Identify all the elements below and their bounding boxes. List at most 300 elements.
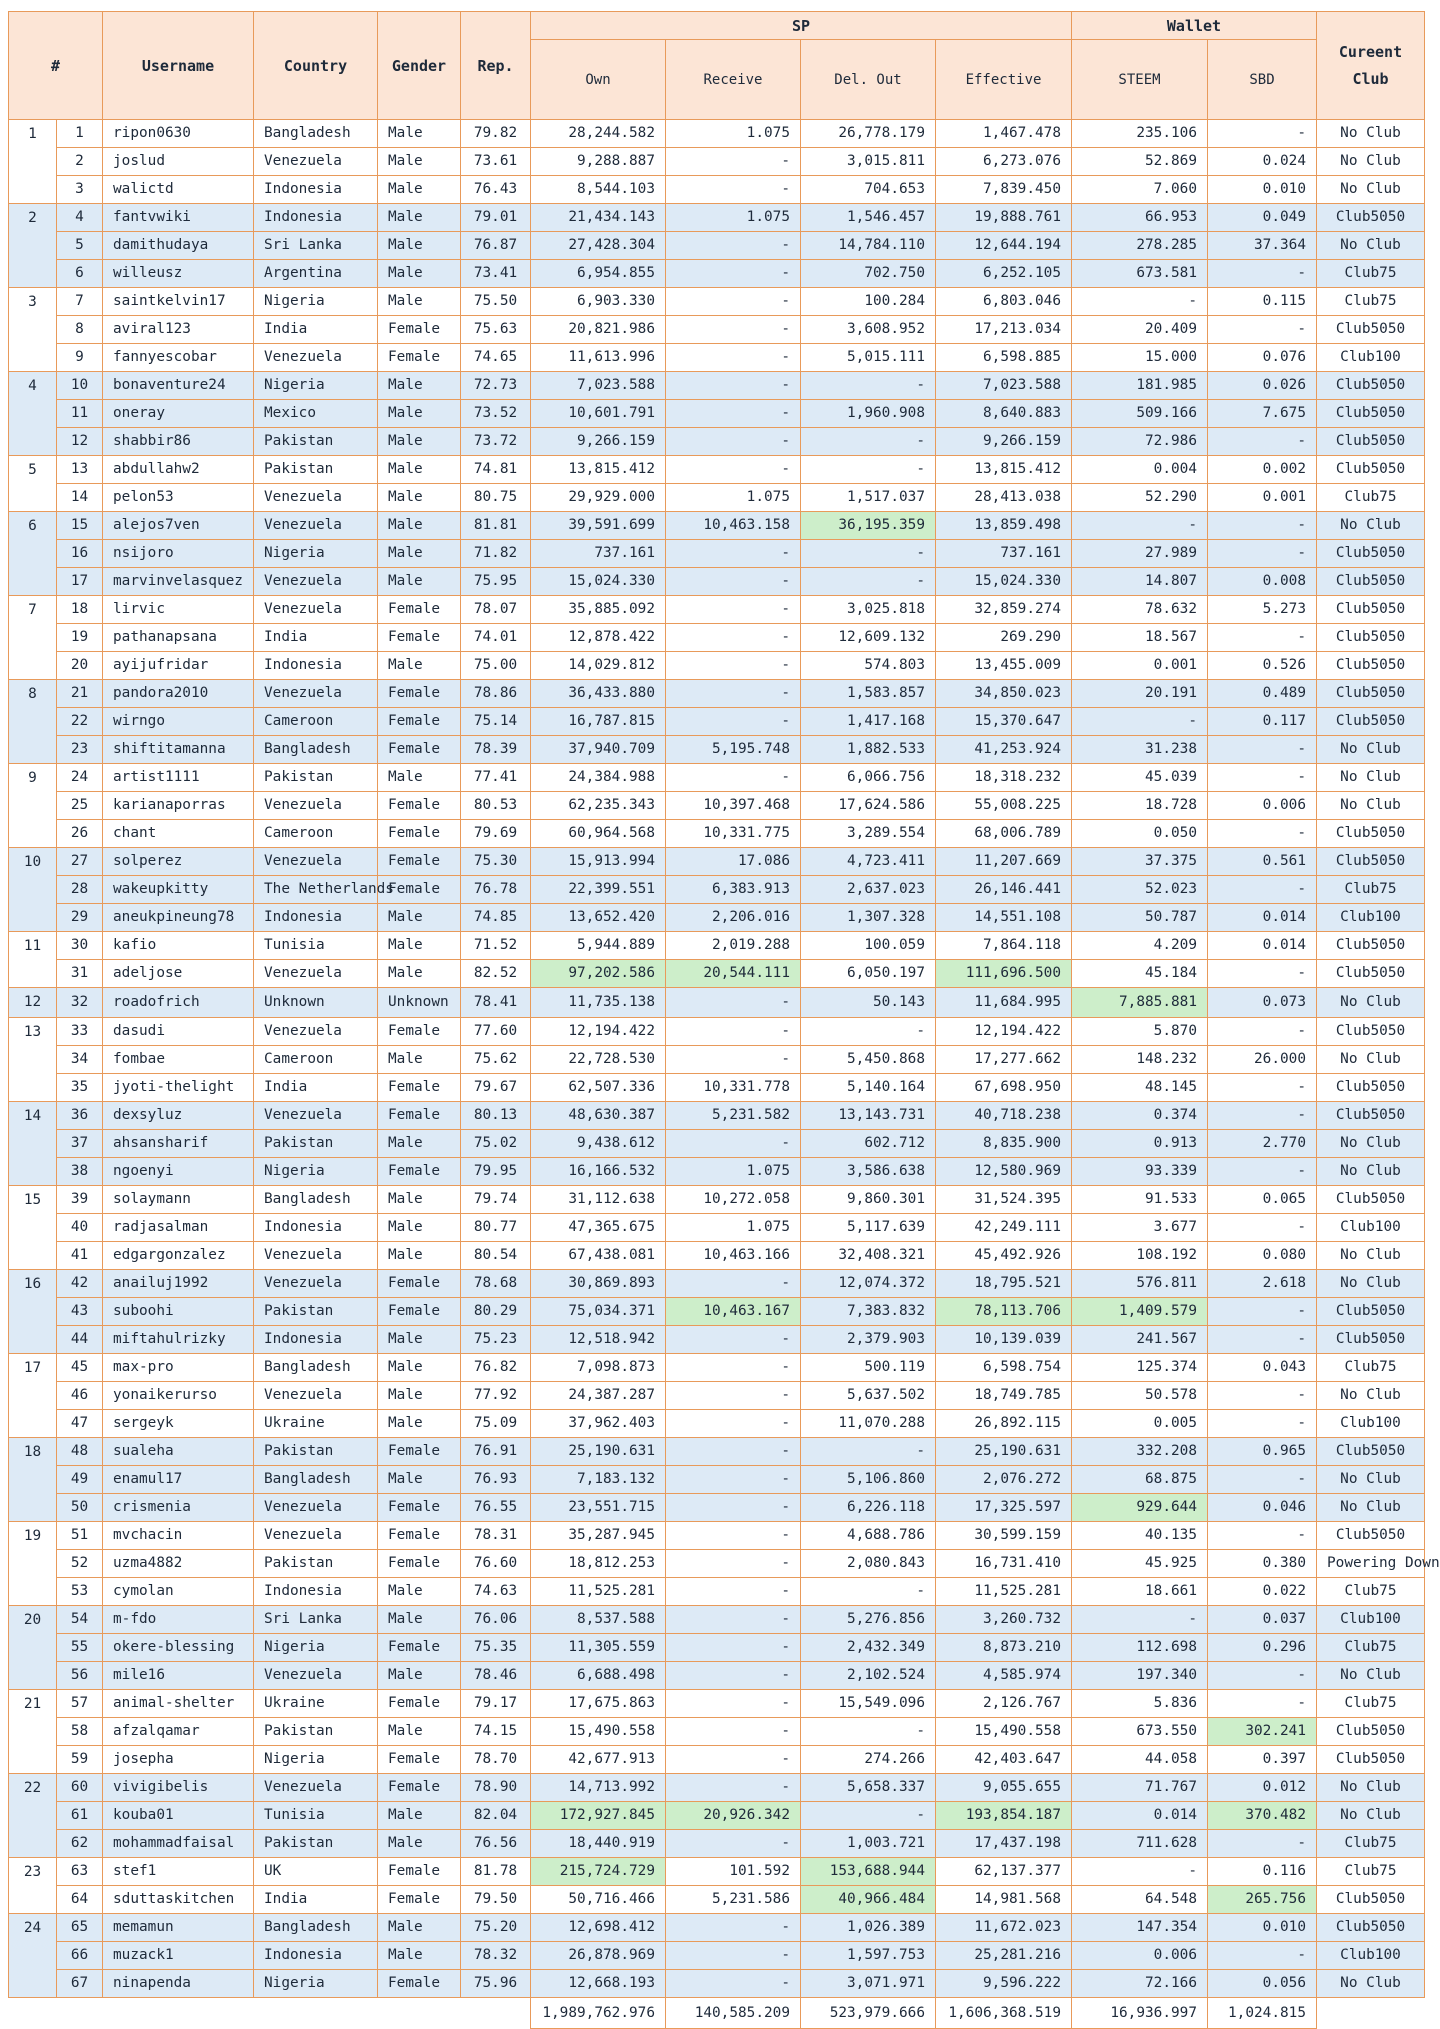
- country: Pakistan: [254, 1550, 378, 1578]
- wallet-sbd: 0.380: [1208, 1550, 1317, 1578]
- sp-own: 35,885.092: [531, 596, 666, 624]
- sp-del-out: 5,450.868: [801, 1046, 936, 1074]
- current-club: Club5050: [1317, 1102, 1425, 1130]
- table-row: [9, 1158, 1425, 1186]
- sp-receive: -: [666, 624, 801, 652]
- sp-own: 16,787.815: [531, 708, 666, 736]
- sp-own: 737.161: [531, 540, 666, 568]
- sp-receive: -: [666, 1438, 801, 1466]
- username: adeljose: [103, 960, 254, 988]
- group-number: 8: [9, 680, 57, 764]
- header-rank: #: [9, 12, 103, 120]
- sp-effective: 17,213.034: [936, 316, 1072, 344]
- row-number: 65: [57, 1914, 103, 1942]
- header-steem: STEEM: [1072, 40, 1208, 120]
- gender: Female: [378, 1774, 461, 1802]
- row-number: 5: [57, 232, 103, 260]
- sp-del-out: 5,106.860: [801, 1466, 936, 1494]
- reputation: 79.82: [461, 120, 531, 148]
- sp-receive: -: [666, 344, 801, 372]
- sp-receive: -: [666, 288, 801, 316]
- total-sbd: 1,024.815: [1208, 1998, 1317, 2029]
- username: pelon53: [103, 484, 254, 512]
- sp-del-out: 6,050.197: [801, 960, 936, 988]
- row-number: 12: [57, 428, 103, 456]
- sp-del-out: 100.059: [801, 932, 936, 960]
- sp-del-out: 13,143.731: [801, 1102, 936, 1130]
- group-number: 7: [9, 596, 57, 680]
- sp-own: 27,428.304: [531, 232, 666, 260]
- row-number: 52: [57, 1550, 103, 1578]
- country: Nigeria: [254, 372, 378, 400]
- group-number: 20: [9, 1606, 57, 1690]
- row-number: 50: [57, 1494, 103, 1522]
- wallet-sbd: 370.482: [1208, 1802, 1317, 1830]
- current-club: Club5050: [1317, 1438, 1425, 1466]
- reputation: 78.31: [461, 1522, 531, 1550]
- row-number: 34: [57, 1046, 103, 1074]
- sp-del-out: 9,860.301: [801, 1186, 936, 1214]
- reputation: 74.85: [461, 904, 531, 932]
- wallet-sbd: -: [1208, 120, 1317, 148]
- sp-own: 12,878.422: [531, 624, 666, 652]
- current-club: No Club: [1317, 1046, 1425, 1074]
- current-club: No Club: [1317, 1970, 1425, 1998]
- current-club: Club5050: [1317, 400, 1425, 428]
- sp-receive: -: [666, 1354, 801, 1382]
- wallet-sbd: 0.080: [1208, 1242, 1317, 1270]
- sp-own: 11,735.138: [531, 988, 666, 1018]
- country: Unknown: [254, 988, 378, 1018]
- table-row: [9, 904, 1425, 932]
- reputation: 79.74: [461, 1186, 531, 1214]
- sp-effective: 26,892.115: [936, 1410, 1072, 1438]
- totals-spacer-end: [1317, 1998, 1425, 2029]
- sp-own: 8,537.588: [531, 1606, 666, 1634]
- current-club: Club5050: [1317, 540, 1425, 568]
- current-club: Club5050: [1317, 624, 1425, 652]
- current-club: Club5050: [1317, 820, 1425, 848]
- row-number: 24: [57, 764, 103, 792]
- country: The Netherlands: [254, 876, 378, 904]
- wallet-sbd: 0.022: [1208, 1578, 1317, 1606]
- gender: Male: [378, 484, 461, 512]
- sp-del-out: 574.803: [801, 652, 936, 680]
- current-club: Club100: [1317, 1606, 1425, 1634]
- gender: Female: [378, 316, 461, 344]
- table-row: [9, 1970, 1425, 1998]
- sp-receive: -: [666, 988, 801, 1018]
- current-club: Club100: [1317, 1942, 1425, 1970]
- country: Indonesia: [254, 1214, 378, 1242]
- country: Venezuela: [254, 1382, 378, 1410]
- username: dasudi: [103, 1018, 254, 1046]
- country: India: [254, 1886, 378, 1914]
- country: Indonesia: [254, 904, 378, 932]
- sp-own: 20,821.986: [531, 316, 666, 344]
- reputation: 78.68: [461, 1270, 531, 1298]
- row-number: 11: [57, 400, 103, 428]
- username: sduttaskitchen: [103, 1886, 254, 1914]
- group-number: 9: [9, 764, 57, 848]
- row-number: 32: [57, 988, 103, 1018]
- sp-del-out: -: [801, 428, 936, 456]
- current-club: No Club: [1317, 148, 1425, 176]
- sp-del-out: 3,289.554: [801, 820, 936, 848]
- sp-del-out: 6,066.756: [801, 764, 936, 792]
- reputation: 75.63: [461, 316, 531, 344]
- reputation: 71.82: [461, 540, 531, 568]
- sp-effective: 14,551.108: [936, 904, 1072, 932]
- wallet-steem: 5.870: [1072, 1018, 1208, 1046]
- sp-del-out: 5,637.502: [801, 1382, 936, 1410]
- gender: Male: [378, 1914, 461, 1942]
- group-number: 21: [9, 1690, 57, 1774]
- country: Bangladesh: [254, 1186, 378, 1214]
- group-number: 14: [9, 1102, 57, 1186]
- table-row: [9, 708, 1425, 736]
- gender: Male: [378, 372, 461, 400]
- sp-effective: 9,055.655: [936, 1774, 1072, 1802]
- sp-del-out: 1,003.721: [801, 1830, 936, 1858]
- sp-effective: 11,684.995: [936, 988, 1072, 1018]
- table-row: [9, 1634, 1425, 1662]
- wallet-steem: 18.728: [1072, 792, 1208, 820]
- sp-receive: -: [666, 1830, 801, 1858]
- current-club: Club5050: [1317, 1746, 1425, 1774]
- reputation: 74.63: [461, 1578, 531, 1606]
- gender: Female: [378, 1158, 461, 1186]
- wallet-steem: 14.807: [1072, 568, 1208, 596]
- gender: Male: [378, 120, 461, 148]
- gender: Male: [378, 1130, 461, 1158]
- gender: Female: [378, 1690, 461, 1718]
- reputation: 79.17: [461, 1690, 531, 1718]
- reputation: 76.56: [461, 1830, 531, 1858]
- sp-own: 8,544.103: [531, 176, 666, 204]
- gender: Female: [378, 1746, 461, 1774]
- sp-own: 48,630.387: [531, 1102, 666, 1130]
- group-number: 22: [9, 1774, 57, 1858]
- country: Ukraine: [254, 1690, 378, 1718]
- sp-effective: 19,888.761: [936, 204, 1072, 232]
- sp-del-out: 40,966.484: [801, 1886, 936, 1914]
- gender: Female: [378, 1858, 461, 1886]
- row-number: 13: [57, 456, 103, 484]
- sp-del-out: 100.284: [801, 288, 936, 316]
- wallet-sbd: 302.241: [1208, 1718, 1317, 1746]
- username: jyoti-thelight: [103, 1074, 254, 1102]
- wallet-sbd: 0.002: [1208, 456, 1317, 484]
- username: ninapenda: [103, 1970, 254, 1998]
- sp-receive: -: [666, 568, 801, 596]
- gender: Male: [378, 512, 461, 540]
- wallet-sbd: -: [1208, 876, 1317, 904]
- username: kouba01: [103, 1802, 254, 1830]
- row-number: 2: [57, 148, 103, 176]
- sp-own: 62,507.336: [531, 1074, 666, 1102]
- wallet-sbd: 0.965: [1208, 1438, 1317, 1466]
- table-row: [9, 1914, 1425, 1942]
- table-row: [9, 792, 1425, 820]
- username: saintkelvin17: [103, 288, 254, 316]
- current-club: Club75: [1317, 1858, 1425, 1886]
- row-number: 20: [57, 652, 103, 680]
- sp-own: 26,878.969: [531, 1942, 666, 1970]
- wallet-steem: 91.533: [1072, 1186, 1208, 1214]
- username: afzalqamar: [103, 1718, 254, 1746]
- sp-del-out: 1,517.037: [801, 484, 936, 512]
- gender: Unknown: [378, 988, 461, 1018]
- country: Tunisia: [254, 1802, 378, 1830]
- wallet-steem: 147.354: [1072, 1914, 1208, 1942]
- sp-del-out: 1,960.908: [801, 400, 936, 428]
- wallet-sbd: 0.014: [1208, 904, 1317, 932]
- current-club: Club75: [1317, 288, 1425, 316]
- wallet-steem: 18.567: [1072, 624, 1208, 652]
- username: damithudaya: [103, 232, 254, 260]
- wallet-steem: 0.374: [1072, 1102, 1208, 1130]
- country: Bangladesh: [254, 1354, 378, 1382]
- sp-own: 172,927.845: [531, 1802, 666, 1830]
- sp-own: 39,591.699: [531, 512, 666, 540]
- wallet-steem: 48.145: [1072, 1074, 1208, 1102]
- row-number: 57: [57, 1690, 103, 1718]
- wallet-steem: 52.290: [1072, 484, 1208, 512]
- username: aneukpineung78: [103, 904, 254, 932]
- reputation: 79.50: [461, 1886, 531, 1914]
- sp-del-out: 36,195.359: [801, 512, 936, 540]
- wallet-sbd: -: [1208, 1298, 1317, 1326]
- sp-del-out: 17,624.586: [801, 792, 936, 820]
- gender: Male: [378, 540, 461, 568]
- username: miftahulrizky: [103, 1326, 254, 1354]
- country: Venezuela: [254, 568, 378, 596]
- username: uzma4882: [103, 1550, 254, 1578]
- table-row: [9, 148, 1425, 176]
- sp-own: 11,305.559: [531, 1634, 666, 1662]
- country: Cameroon: [254, 1046, 378, 1074]
- row-number: 55: [57, 1634, 103, 1662]
- sp-own: 75,034.371: [531, 1298, 666, 1326]
- gender: Male: [378, 1466, 461, 1494]
- row-number: 44: [57, 1326, 103, 1354]
- group-number: 6: [9, 512, 57, 596]
- sp-own: 30,869.893: [531, 1270, 666, 1298]
- sp-own: 36,433.880: [531, 680, 666, 708]
- group-number: 24: [9, 1914, 57, 1998]
- gender: Male: [378, 1242, 461, 1270]
- gender: Female: [378, 820, 461, 848]
- wallet-sbd: -: [1208, 316, 1317, 344]
- reputation: 75.20: [461, 1914, 531, 1942]
- sp-receive: 1.075: [666, 1158, 801, 1186]
- header-gender: Gender: [378, 12, 461, 120]
- reputation: 73.52: [461, 400, 531, 428]
- username: cymolan: [103, 1578, 254, 1606]
- current-club: No Club: [1317, 120, 1425, 148]
- reputation: 78.07: [461, 596, 531, 624]
- current-club: Club75: [1317, 1690, 1425, 1718]
- group-number: 4: [9, 372, 57, 456]
- sp-del-out: 1,417.168: [801, 708, 936, 736]
- sp-receive: -: [666, 1774, 801, 1802]
- row-number: 7: [57, 288, 103, 316]
- gender: Female: [378, 792, 461, 820]
- table-row: [9, 1942, 1425, 1970]
- current-club: No Club: [1317, 1802, 1425, 1830]
- sp-effective: 31,524.395: [936, 1186, 1072, 1214]
- sp-own: 12,698.412: [531, 1914, 666, 1942]
- row-number: 48: [57, 1438, 103, 1466]
- country: Cameroon: [254, 708, 378, 736]
- row-number: 66: [57, 1942, 103, 1970]
- wallet-steem: 241.567: [1072, 1326, 1208, 1354]
- sp-effective: 25,190.631: [936, 1438, 1072, 1466]
- sp-receive: -: [666, 1326, 801, 1354]
- wallet-steem: 45.184: [1072, 960, 1208, 988]
- row-number: 14: [57, 484, 103, 512]
- sp-receive: -: [666, 1046, 801, 1074]
- country: India: [254, 624, 378, 652]
- current-club: Club5050: [1317, 428, 1425, 456]
- sp-own: 62,235.343: [531, 792, 666, 820]
- header-del-out: Del. Out: [801, 40, 936, 120]
- wallet-sbd: 0.489: [1208, 680, 1317, 708]
- sp-own: 9,288.887: [531, 148, 666, 176]
- username: roadofrich: [103, 988, 254, 1018]
- current-club: Club75: [1317, 1830, 1425, 1858]
- sp-own: 6,903.330: [531, 288, 666, 316]
- current-club: Club5050: [1317, 652, 1425, 680]
- table-row: [9, 484, 1425, 512]
- wallet-sbd: -: [1208, 1662, 1317, 1690]
- wallet-steem: 15.000: [1072, 344, 1208, 372]
- current-club: No Club: [1317, 1130, 1425, 1158]
- username: fombae: [103, 1046, 254, 1074]
- current-club: Club5050: [1317, 1326, 1425, 1354]
- row-number: 16: [57, 540, 103, 568]
- sp-receive: -: [666, 1494, 801, 1522]
- sp-effective: 8,640.883: [936, 400, 1072, 428]
- wallet-steem: 1,409.579: [1072, 1298, 1208, 1326]
- sp-effective: 34,850.023: [936, 680, 1072, 708]
- sp-effective: 2,076.272: [936, 1466, 1072, 1494]
- wallet-sbd: -: [1208, 1410, 1317, 1438]
- gender: Female: [378, 624, 461, 652]
- wallet-sbd: 0.116: [1208, 1858, 1317, 1886]
- wallet-steem: 0.050: [1072, 820, 1208, 848]
- current-club: No Club: [1317, 1466, 1425, 1494]
- row-number: 53: [57, 1578, 103, 1606]
- reputation: 80.29: [461, 1298, 531, 1326]
- sp-effective: 12,644.194: [936, 232, 1072, 260]
- sp-receive: -: [666, 708, 801, 736]
- wallet-steem: 0.913: [1072, 1130, 1208, 1158]
- group-number: 17: [9, 1354, 57, 1438]
- sp-effective: 67,698.950: [936, 1074, 1072, 1102]
- wallet-steem: 93.339: [1072, 1158, 1208, 1186]
- country: Pakistan: [254, 456, 378, 484]
- row-number: 47: [57, 1410, 103, 1438]
- wallet-sbd: -: [1208, 820, 1317, 848]
- header-username: Username: [103, 12, 254, 120]
- gender: Female: [378, 1270, 461, 1298]
- country: Venezuela: [254, 512, 378, 540]
- header-club: Cureent Club: [1317, 12, 1425, 120]
- wallet-steem: 72.986: [1072, 428, 1208, 456]
- table-row: [9, 1494, 1425, 1522]
- row-number: 1: [57, 120, 103, 148]
- wallet-sbd: -: [1208, 428, 1317, 456]
- gender: Female: [378, 848, 461, 876]
- sp-own: 215,724.729: [531, 1858, 666, 1886]
- sp-own: 5,944.889: [531, 932, 666, 960]
- sp-effective: 16,731.410: [936, 1550, 1072, 1578]
- gender: Male: [378, 232, 461, 260]
- gender: Female: [378, 708, 461, 736]
- username: lirvic: [103, 596, 254, 624]
- sp-effective: 45,492.926: [936, 1242, 1072, 1270]
- gender: Male: [378, 288, 461, 316]
- table-row: [9, 540, 1425, 568]
- current-club: Club5050: [1317, 708, 1425, 736]
- username: pandora2010: [103, 680, 254, 708]
- reputation: 78.46: [461, 1662, 531, 1690]
- wallet-sbd: 0.010: [1208, 176, 1317, 204]
- sp-effective: 17,325.597: [936, 1494, 1072, 1522]
- row-number: 21: [57, 680, 103, 708]
- sp-receive: -: [666, 1382, 801, 1410]
- sp-del-out: -: [801, 372, 936, 400]
- row-number: 4: [57, 204, 103, 232]
- wallet-sbd: -: [1208, 1214, 1317, 1242]
- table-row: [9, 960, 1425, 988]
- sp-receive: -: [666, 1746, 801, 1774]
- reputation: 80.13: [461, 1102, 531, 1130]
- gender: Male: [378, 148, 461, 176]
- sp-del-out: 1,583.857: [801, 680, 936, 708]
- wallet-sbd: 0.115: [1208, 288, 1317, 316]
- sp-own: 16,166.532: [531, 1158, 666, 1186]
- wallet-sbd: 0.037: [1208, 1606, 1317, 1634]
- wallet-steem: 181.985: [1072, 372, 1208, 400]
- sp-effective: 15,490.558: [936, 1718, 1072, 1746]
- sp-del-out: 1,307.328: [801, 904, 936, 932]
- username: ripon0630: [103, 120, 254, 148]
- wallet-steem: 711.628: [1072, 1830, 1208, 1858]
- gender: Male: [378, 456, 461, 484]
- gender: Male: [378, 1354, 461, 1382]
- sp-receive: -: [666, 1410, 801, 1438]
- current-club: No Club: [1317, 512, 1425, 540]
- row-number: 31: [57, 960, 103, 988]
- reputation: 76.91: [461, 1438, 531, 1466]
- wallet-sbd: -: [1208, 1018, 1317, 1046]
- wallet-steem: 112.698: [1072, 1634, 1208, 1662]
- sp-effective: 15,370.647: [936, 708, 1072, 736]
- sp-own: 11,525.281: [531, 1578, 666, 1606]
- sp-effective: 6,803.046: [936, 288, 1072, 316]
- sp-effective: 6,598.754: [936, 1354, 1072, 1382]
- username: suboohi: [103, 1298, 254, 1326]
- sp-own: 9,266.159: [531, 428, 666, 456]
- wallet-sbd: 0.296: [1208, 1634, 1317, 1662]
- sp-own: 6,688.498: [531, 1662, 666, 1690]
- table-row: [9, 1270, 1425, 1298]
- reputation: 75.50: [461, 288, 531, 316]
- wallet-steem: 78.632: [1072, 596, 1208, 624]
